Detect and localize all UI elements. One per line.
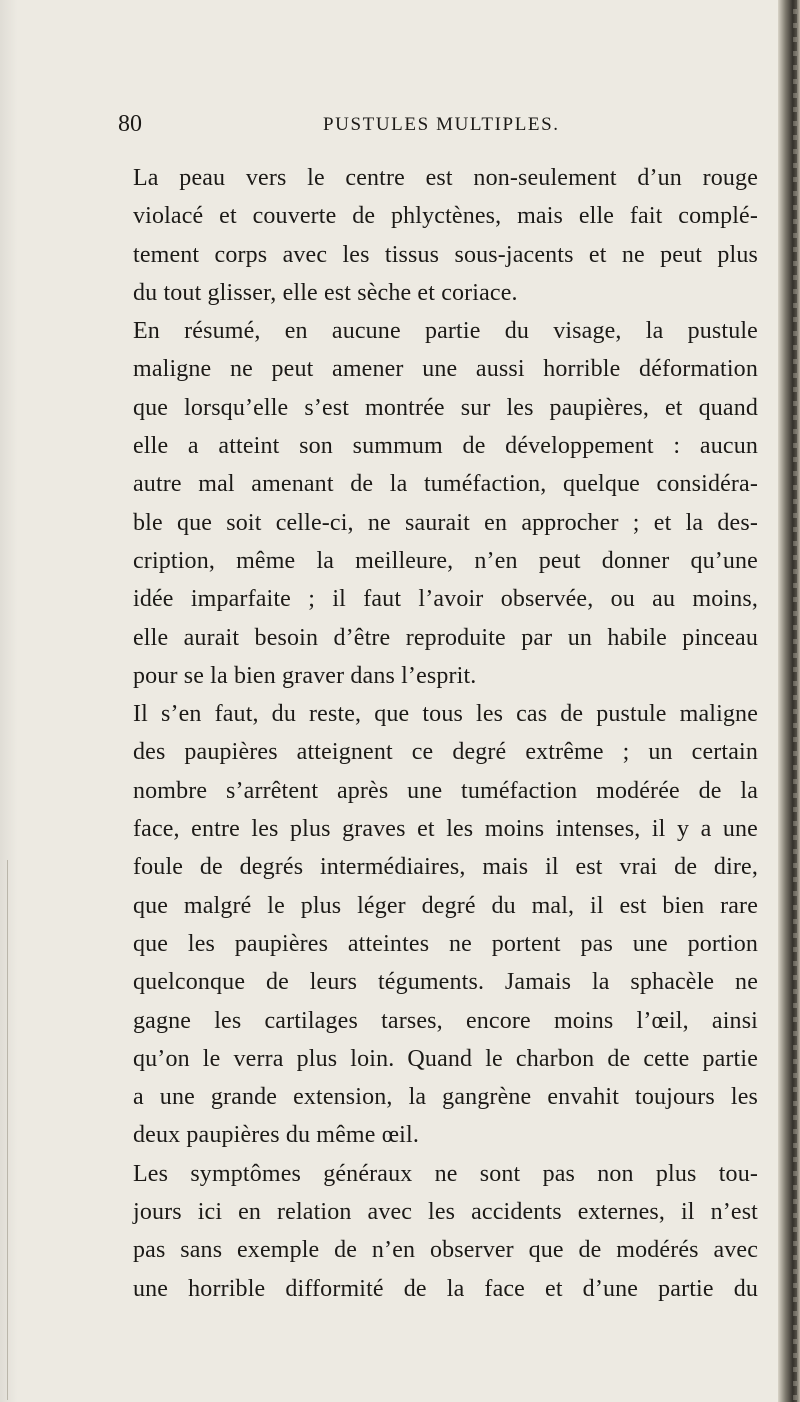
text-line: que malgré le plus léger degré du mal, il est bien rare [133,892,758,919]
text-line: pas sans exemple de n’en observer que de modérés avec [133,1237,758,1264]
text-line: Les symptômes généraux ne sont pas non plus tou- [133,1160,758,1187]
text-line: Il s’en faut, du reste, que tous les cas de pustule maligne [133,701,758,728]
text-line: deux paupières du même œil. [133,1122,419,1149]
page-number: 80 [118,111,142,137]
text-line: La peau vers le centre est non-seulement d’un rouge [133,165,758,191]
text-line: a une grande extension, la gangrène envahit toujours les [133,1084,758,1111]
text-line: que les paupières atteintes ne portent pas une portion [133,930,758,957]
page-header [118,110,758,140]
text-line: tement corps avec les tissus sous-jacents et ne peut plus [133,241,758,268]
text-line: maligne ne peut amener une aussi horrible déformation [133,356,758,383]
text-line: gagne les cartilages tarses, encore moins l’œil, ainsi [133,1007,758,1034]
left-margin-line [7,860,8,1400]
text-line: elle aurait besoin d’être reproduite par un habile pinceau [133,624,758,651]
text-line: nombre s’arrêtent après une tuméfaction modérée de la [133,777,758,804]
text-line: qu’on le verra plus loin. Quand le charbon de cette partie [133,1045,758,1072]
text-line: foule de degrés intermédiaires, mais il est vrai de dire, [133,854,758,881]
text-line: jours ici en relation avec les accidents externes, il n’est [133,1199,758,1226]
text-line: du tout glisser, elle est sèche et coriace. [133,279,518,306]
text-line: des paupières atteignent ce degré extrême ; un certain [133,739,758,766]
text-line: quelconque de leurs téguments. Jamais la sphacèle ne [133,969,758,996]
book-binding-edge [778,0,800,1402]
text-line: violacé et couverte de phlyctènes, mais elle fait complé- [133,203,758,230]
text-line: cription, même la meilleure, n’en peut donner qu’une [133,547,758,574]
text-line: ble que soit celle-ci, ne saurait en approcher ; et la des- [133,509,758,536]
text-line: que lorsqu’elle s’est montrée sur les paupières, et quand [133,394,758,421]
text-line: face, entre les plus graves et les moins intenses, il y a une [133,816,758,843]
body-text [133,159,758,1308]
text-line: idée imparfaite ; il faut l’avoir observée, ou au moins, [133,586,758,613]
text-line: autre mal amenant de la tuméfaction, quelque considéra- [133,471,758,498]
text-line: elle a atteint son summum de développement : aucun [133,433,758,460]
text-line: une horrible difformité de la face et d’une partie du [133,1275,758,1302]
text-line: pour se la bien graver dans l’esprit. [133,662,477,689]
running-head: PUSTULES MULTIPLES. [323,114,560,135]
text-line: En résumé, en aucune partie du visage, la pustule [133,318,758,345]
